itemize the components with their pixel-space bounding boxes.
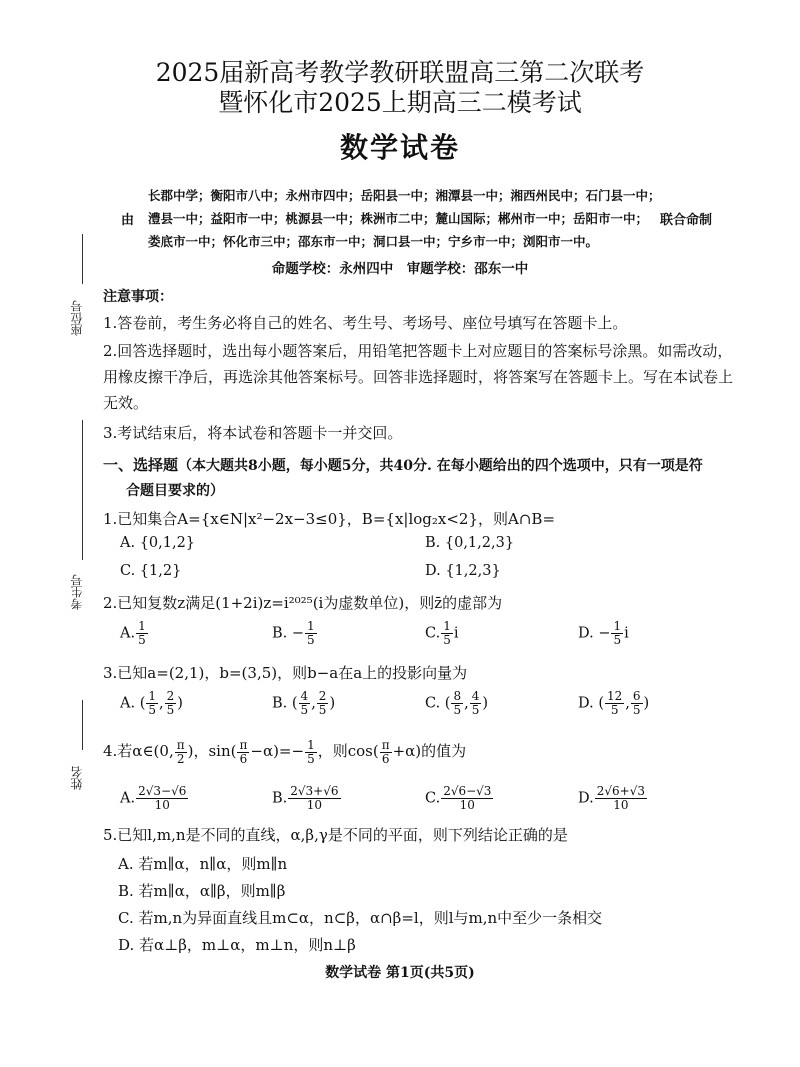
seat-line <box>82 234 83 284</box>
q1-option-b: B. {0,1,2,3} <box>425 535 515 551</box>
notice-item-2a: 2.回答选择题时，选出每小题答案后，用铅笔把答题卡上对应题目的答案标号涂黑。如需改动， <box>103 342 733 360</box>
exam-title-line2: 暨怀化市2025上期高三二模考试 <box>218 88 582 117</box>
q3-stem: 3.已知a=(2,1)，b=(3,5)，则b−a在a上的投影向量为 <box>103 664 468 682</box>
subject-title: 数学试卷 <box>339 131 460 164</box>
name-label: 姓名 <box>70 766 84 790</box>
q3-option-c: C. ( $\frac{8}{5}$ , $\frac{4}{5}$ ) <box>425 689 489 717</box>
schools-line-1: 长郡中学；衡阳市八中；永州市四中；岳阳县一中；湘潭县一中；湘西州民中；石门县一中； <box>148 188 661 203</box>
q2-option-d: D. − $\frac{1}{5}$ i <box>578 619 629 647</box>
q3-option-b: B. ( $\frac{4}{5}$ , $\frac{2}{5}$ ) <box>272 689 336 717</box>
q5-option-d: D. 若α⊥β，m⊥α，m⊥n，则n⊥β <box>118 936 356 954</box>
notice-item-2b: 用橡皮擦干净后，再选涂其他答案标号。回答非选择题时，将答案写在答题卡上。写在本试卷上 <box>103 368 734 386</box>
notice-item-3: 3.考试结束后，将本试卷和答题卡一并交回。 <box>103 424 403 442</box>
by-label: 由 <box>121 213 135 228</box>
q5-option-a: A. 若m∥α，n∥α，则m∥n <box>118 855 288 873</box>
section-1-title: 一、选择题 <box>103 456 179 474</box>
q4-option-d: D. $\frac{2√6+√3}{10}$ <box>578 784 645 812</box>
q1-option-c: C. {1,2} <box>120 563 182 579</box>
section-1-header <box>103 452 783 479</box>
q3-option-d: D. ( $\frac{12}{5}$ , $\frac{6}{5}$ ) <box>578 689 650 717</box>
setter-schools: 命题学校：永州四中 审题学校：邵东一中 <box>271 261 529 277</box>
q1-option-a: A. {0,1,2} <box>120 535 196 551</box>
name-line <box>82 700 83 750</box>
exam-no-line <box>82 420 83 560</box>
q4-option-b: B. $\frac{2√3+√6}{10}$ <box>272 784 339 812</box>
exam-title-line1: 2025届新高考教学教研联盟高三第二次联考 <box>155 58 645 87</box>
schools-line-3: 娄底市一中；怀化市三中；邵东市一中；洞口县一中；宁乡市一中；浏阳市一中。 <box>148 234 599 249</box>
q4-option-a: A. $\frac{2√3-√6}{10}$ <box>120 784 187 812</box>
q2-option-a: A. $\frac{1}{5}$ <box>120 619 146 647</box>
q2-stem: 2.已知复数z满足(1+2i)z=i²⁰²⁵(i为虚数单位)，则z̄的虚部为 <box>103 594 503 612</box>
q2-option-c: C. $\frac{1}{5}$ i <box>425 619 459 647</box>
q2-option-b: B. − $\frac{1}{5}$ <box>272 619 315 647</box>
section-1-desc-cont: 合题目要求的） <box>126 483 224 499</box>
q1-stem: 1.已知集合A={x∈N|x²−2x−3≤0}，B={x|log₂x<2}，则A∩B= <box>103 510 556 528</box>
q3-option-a: A. ( $\frac{1}{5}$ , $\frac{2}{5}$ ) <box>120 689 183 717</box>
seat-label: 座位号 <box>70 300 84 336</box>
exam-no-label: 考生号 <box>70 574 84 610</box>
q4-stem: 4.若α∈(0, $\frac{\pi}{2}$ )，sin( $\frac{\pi}{6}$ −α)=− $\frac{1}{5}$ ，则cos( $\frac{\pi}{6}$ +α)的值为 <box>103 737 467 766</box>
section-1-desc: （本大题共8小题，每小题5分，共40分. 在每小题给出的四个选项中，只有一项是符 <box>178 458 703 474</box>
schools-line-2: 澧县一中；益阳市一中；桃源县一中；株洲市二中；麓山国际；郴州市一中；岳阳市一中； <box>148 211 649 226</box>
notice-heading: 注意事项： <box>103 289 173 305</box>
q1-option-d: D. {1,2,3} <box>425 563 501 579</box>
joint-label: 联合命制 <box>660 213 713 228</box>
notice-item-2c: 无效。 <box>103 394 149 412</box>
q5-stem: 5.已知l,m,n是不同的直线，α,β,γ是不同的平面，则下列结论正确的是 <box>103 826 568 844</box>
page-footer: 数学试卷 第1页(共5页) <box>325 965 475 981</box>
q4-option-c: C. $\frac{2√6-√3}{10}$ <box>425 784 492 812</box>
q5-option-b: B. 若m∥α，α∥β，则m∥β <box>118 882 286 900</box>
notice-item-1: 1.答卷前，考生务必将自己的姓名、考生号、考场号、座位号填写在答题卡上。 <box>103 314 628 332</box>
q5-option-c: C. 若m,n为异面直线且m⊂α，n⊂β，α∩β=l，则l与m,n中至少一条相交 <box>118 909 603 927</box>
